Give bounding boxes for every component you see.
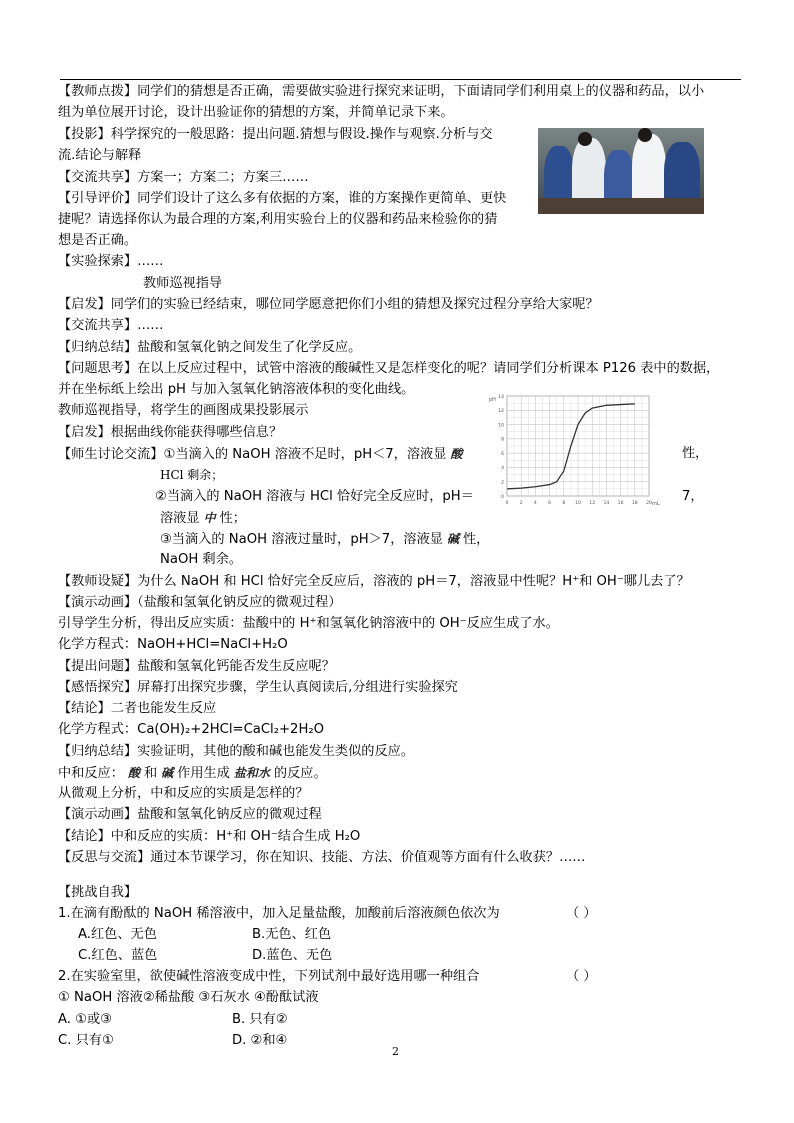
text-line: 【演示动画】盐酸和氢氧化钠反应的微观过程 xyxy=(58,807,322,822)
x-axis-label: mL xyxy=(652,501,660,507)
text-line: 7， xyxy=(682,489,704,504)
text-line: 【归纳总结】盐酸和氢氧化钠之间发生了化学反应。 xyxy=(58,340,362,355)
text-line xyxy=(160,509,246,528)
text-line: 【教师点拨】同学们的猜想是否正确，需要做实验进行探究来证明，下面请同学们利用桌上的仪器和药品，以小 xyxy=(58,84,705,99)
y-tick-label: 14 xyxy=(498,394,504,400)
text-line: 【提出问题】盐酸和氢氧化钙能否发生反应呢？ xyxy=(58,659,335,674)
text-line: 捷呢？请选择你认为最合理的方案,利用实验台上的仪器和药品来检验你的猜 xyxy=(58,212,498,227)
text-span: 溶液显 xyxy=(160,511,200,526)
text-line: 【启发】同学们的实验已经结束，哪位同学愿意把你们小组的猜想及探究过程分享给大家呢？ xyxy=(58,297,599,312)
x-tick-label: 6 xyxy=(548,501,552,506)
handwritten-answer: 酸 xyxy=(127,766,140,780)
x-tick-label: 10 xyxy=(575,501,581,506)
handwritten-answer: 中 xyxy=(203,511,216,525)
text-line: 组为单位展开讨论，设计出验证你的猜想的方案，并简单记录下来。 xyxy=(58,105,454,120)
text-line: 流.结论与解释 xyxy=(58,148,142,163)
text-line xyxy=(58,764,327,783)
text-line: 性， xyxy=(682,446,709,461)
x-tick-label: 18 xyxy=(631,501,638,506)
y-axis-label: pH xyxy=(489,397,496,403)
option: C. 只有① xyxy=(58,1033,114,1048)
x-tick-label: 20 xyxy=(646,501,652,506)
text-line: 【实验探索】…… xyxy=(58,254,164,269)
text-line: 【交流共享】…… xyxy=(58,318,164,333)
question-2-options: ① NaOH 溶液②稀盐酸 ③石灰水 ④酚酞试液 xyxy=(58,990,319,1005)
y-tick-label: 10 xyxy=(498,423,504,429)
text-line: 并在坐标纸上绘出 pH 与加入氢氧化钠溶液体积的变化曲线。 xyxy=(58,382,415,397)
text-line: NaOH 剩余。 xyxy=(160,552,242,567)
text-line: 【结论】中和反应的实质：H⁺和 OH⁻结合生成 H₂O xyxy=(58,829,361,844)
option: D.蓝色、无色 xyxy=(252,948,333,963)
text-line: 引导学生分析，得出反应实质：盐酸中的 H⁺和氢氧化钠溶液中的 OH⁻反应生成了水。 xyxy=(58,616,559,631)
y-tick-label: 4 xyxy=(501,466,504,472)
text-line: 想是否正确。 xyxy=(58,233,138,248)
x-tick-label: 8 xyxy=(562,501,566,506)
text-line xyxy=(58,445,466,464)
head xyxy=(578,132,592,146)
text-line: 【启发】根据曲线你能获得哪些信息？ xyxy=(58,425,283,440)
text-line: 教师巡视指导 xyxy=(143,276,223,291)
header-rule xyxy=(60,79,741,80)
text-span: 的反应。 xyxy=(273,766,327,781)
y-tick-label: 12 xyxy=(498,409,504,415)
text-line: 化学方程式：NaOH+HCl=NaCl+H₂O xyxy=(58,637,288,652)
text-span: 作用生成 xyxy=(177,766,230,781)
question-2: 2.在实验室里，欲使碱性溶液变成中性，下列试剂中最好选用哪一种组合 xyxy=(58,969,480,984)
text-span: 中和反应： xyxy=(58,766,124,781)
text-line xyxy=(160,530,489,549)
text-line: 【交流共享】方案一；方案二；方案三…… xyxy=(58,170,309,185)
y-tick-label: 0 xyxy=(501,494,504,500)
option: D. ②和④ xyxy=(232,1033,288,1048)
y-tick-label: 8 xyxy=(501,437,504,443)
option: B.无色、红色 xyxy=(252,927,332,942)
text-line: 【归纳总结】实验证明，其他的酸和碱也能发生类似的反应。 xyxy=(58,744,415,759)
text-span: 和 xyxy=(143,766,158,781)
handwritten-answer: 盐和水 xyxy=(233,766,270,780)
text-line: 【感悟探究】屏幕打出探究步骤，学生认真阅读后,分组进行实验探究 xyxy=(58,680,458,695)
text-line: 【问题思考】在以上反应过程中，试管中溶液的酸碱性又是怎样变化的呢？请同学们分析课本 P126 表中的数据， xyxy=(58,361,720,376)
handwritten-answer: 酸 xyxy=(450,447,463,461)
text-line: 【演示动画】（盐酸和氢氧化钠反应的微观过程） xyxy=(58,595,342,610)
x-tick-label: 2 xyxy=(519,501,523,506)
text-span: 【师生讨论交流】①当滴入的 NaOH 溶液不足时，pH＜7，溶液显 xyxy=(58,447,447,462)
lab-table xyxy=(538,198,704,214)
text-line: 化学方程式：Ca(OH)₂+2HCl=CaCl₂+2H₂O xyxy=(58,722,325,737)
page-number: 2 xyxy=(392,1045,399,1058)
text-line: 【结论】二者也能发生反应 xyxy=(58,701,217,716)
handwritten-answer: 碱 xyxy=(161,766,174,780)
text-line: HCl 剩余； xyxy=(160,468,224,482)
text-span: ③当滴入的 NaOH 溶液过量时，pH＞7，溶液显 xyxy=(160,532,443,547)
ph-curve-chart xyxy=(485,392,661,510)
x-tick-label: 4 xyxy=(533,501,537,506)
classroom-photo xyxy=(538,128,704,214)
text-line: 从微观上分析，中和反应的实质是怎样的？ xyxy=(58,786,309,801)
question-1: 1.在滴有酚酞的 NaOH 稀溶液中，加入足量盐酸，加酸前后溶液颜色依次为 xyxy=(58,906,500,921)
option: A. ①或③ xyxy=(58,1012,113,1027)
y-tick-label: 6 xyxy=(501,451,504,457)
x-tick-label: 12 xyxy=(589,501,596,506)
text-span: 性， xyxy=(462,532,490,547)
text-span: 性； xyxy=(219,511,246,526)
option: B. 只有② xyxy=(232,1012,288,1027)
x-tick-label: 14 xyxy=(603,501,610,506)
answer-blank: （ ） xyxy=(566,969,597,984)
text-line: 【投影】科学探究的一般思路：提出问题.猜想与假设.操作与观察.分析与交 xyxy=(58,127,493,142)
section-heading: 【挑战自我】 xyxy=(58,885,138,900)
text-line: 【教师设疑】为什么 NaOH 和 HCl 恰好完全反应后，溶液的 pH＝7，溶液显中性呢？H⁺和 OH⁻哪儿去了？ xyxy=(58,574,690,589)
text-line: 教师巡视指导，将学生的画图成果投影展示 xyxy=(58,403,309,418)
y-tick-label: 2 xyxy=(501,480,504,486)
handwritten-answer: 碱 xyxy=(446,532,459,546)
head xyxy=(638,128,652,142)
text-line: 【反思与交流】通过本节课学习，你在知识、技能、方法、价值观等方面有什么收获？…… xyxy=(58,850,586,865)
option: C.红色、蓝色 xyxy=(78,948,158,963)
text-line: ②当滴入的 NaOH 溶液与 HCl 恰好完全反应时，pH＝ xyxy=(155,489,474,504)
x-tick-label: 0 xyxy=(505,501,509,506)
option: A.红色、无色 xyxy=(78,927,157,942)
text-line: 【引导评价】同学们设计了这么多有依据的方案，谁的方案操作更简单、更快 xyxy=(58,191,507,206)
x-tick-label: 16 xyxy=(617,501,624,506)
answer-blank: （ ） xyxy=(566,906,597,921)
